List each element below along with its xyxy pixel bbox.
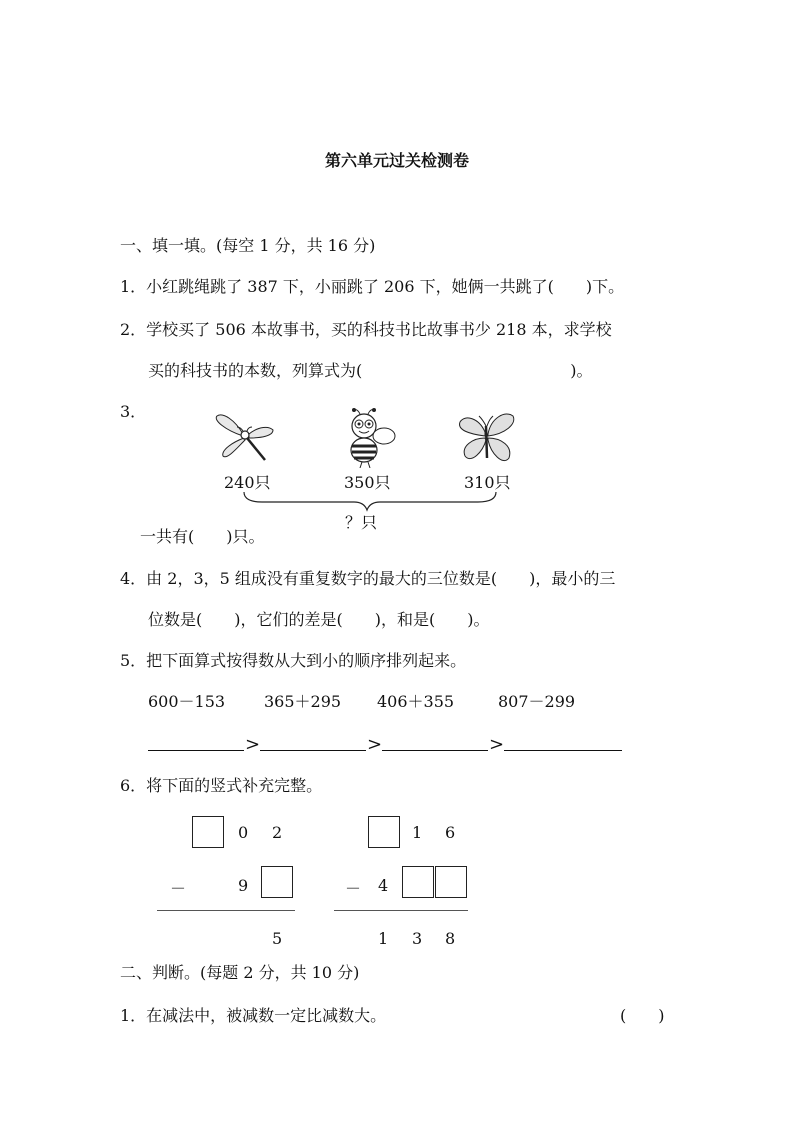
order-blank-3[interactable] <box>382 750 488 751</box>
order-blank-1[interactable] <box>148 750 244 751</box>
order-blank-4[interactable] <box>504 750 622 751</box>
vertical-1-top-ones: 2 <box>272 823 283 842</box>
count-dragonfly: 240只 <box>224 473 271 492</box>
vertical-2-ones-box[interactable] <box>435 866 467 898</box>
question-1-6: 6．将下面的竖式补充完整。 <box>120 776 323 795</box>
vertical-2-top-ones: 6 <box>445 823 456 842</box>
question-1-5: 5．把下面算式按得数从大到小的顺序排列起来。 <box>120 651 467 670</box>
bee-icon <box>338 406 398 468</box>
expression-2: 365＋295 <box>264 692 342 711</box>
judge-answer-paren[interactable]: ( ) <box>620 1006 665 1025</box>
vertical-1-result: 5 <box>272 929 283 948</box>
question-1-2-line2: 买的科技书的本数，列算式为( )。 <box>148 361 593 380</box>
dragonfly-icon <box>213 408 281 466</box>
butterfly-icon <box>455 408 517 466</box>
question-2-1: 1．在减法中，被减数一定比减数大。 <box>120 1006 387 1025</box>
vertical-1-top-tens: 0 <box>238 823 249 842</box>
expression-4: 807－299 <box>498 692 576 711</box>
page-title: 第六单元过关检测卷 <box>324 151 469 170</box>
vertical-2-result-tens: 3 <box>412 929 423 948</box>
total-unknown: ？只 <box>345 513 378 532</box>
vertical-2-result-ones: 8 <box>445 929 456 948</box>
expression-3: 406＋355 <box>377 692 455 711</box>
question-1-1: 1．小红跳绳跳了 387 下，小丽跳了 206 下，她俩一共跳了( )下。 <box>120 277 625 296</box>
vertical-2-tens-box[interactable] <box>402 866 434 898</box>
count-bee: 350只 <box>344 473 391 492</box>
vertical-2-rule <box>334 910 468 911</box>
greater-than-1: > <box>245 734 261 755</box>
vertical-1-ones-box[interactable] <box>261 866 293 898</box>
order-blank-2[interactable] <box>260 750 366 751</box>
section-1-heading: 一、填一填。(每空 1 分，共 16 分) <box>120 236 376 255</box>
question-1-4-line1: 4．由 2，3，5 组成没有重复数字的最大的三位数是( )，最小的三 <box>120 569 616 588</box>
question-1-3-answer: 一共有( )只。 <box>140 527 265 546</box>
question-1-2-line1: 2．学校买了 506 本故事书，买的科技书比故事书少 218 本，求学校 <box>120 320 612 339</box>
greater-than-2: > <box>367 734 383 755</box>
count-butterfly: 310只 <box>464 473 511 492</box>
question-1-4-line2: 位数是( )，它们的差是( )，和是( )。 <box>148 610 490 629</box>
vertical-1-hundreds-box[interactable] <box>192 816 224 848</box>
section-2-heading: 二、判断。(每题 2 分，共 10 分) <box>120 963 360 982</box>
vertical-1-mid-tens: 9 <box>238 876 249 895</box>
greater-than-3: > <box>489 734 505 755</box>
vertical-2-minus: － <box>345 879 362 898</box>
vertical-2-top-tens: 1 <box>412 823 423 842</box>
vertical-1-minus: － <box>170 879 187 898</box>
vertical-2-result-hundreds: 1 <box>378 929 389 948</box>
vertical-2-hundreds-box[interactable] <box>368 816 400 848</box>
expression-1: 600－153 <box>148 692 226 711</box>
vertical-2-mid-hundreds: 4 <box>378 876 389 895</box>
vertical-1-rule <box>157 910 295 911</box>
question-1-3-number: 3． <box>120 402 147 421</box>
